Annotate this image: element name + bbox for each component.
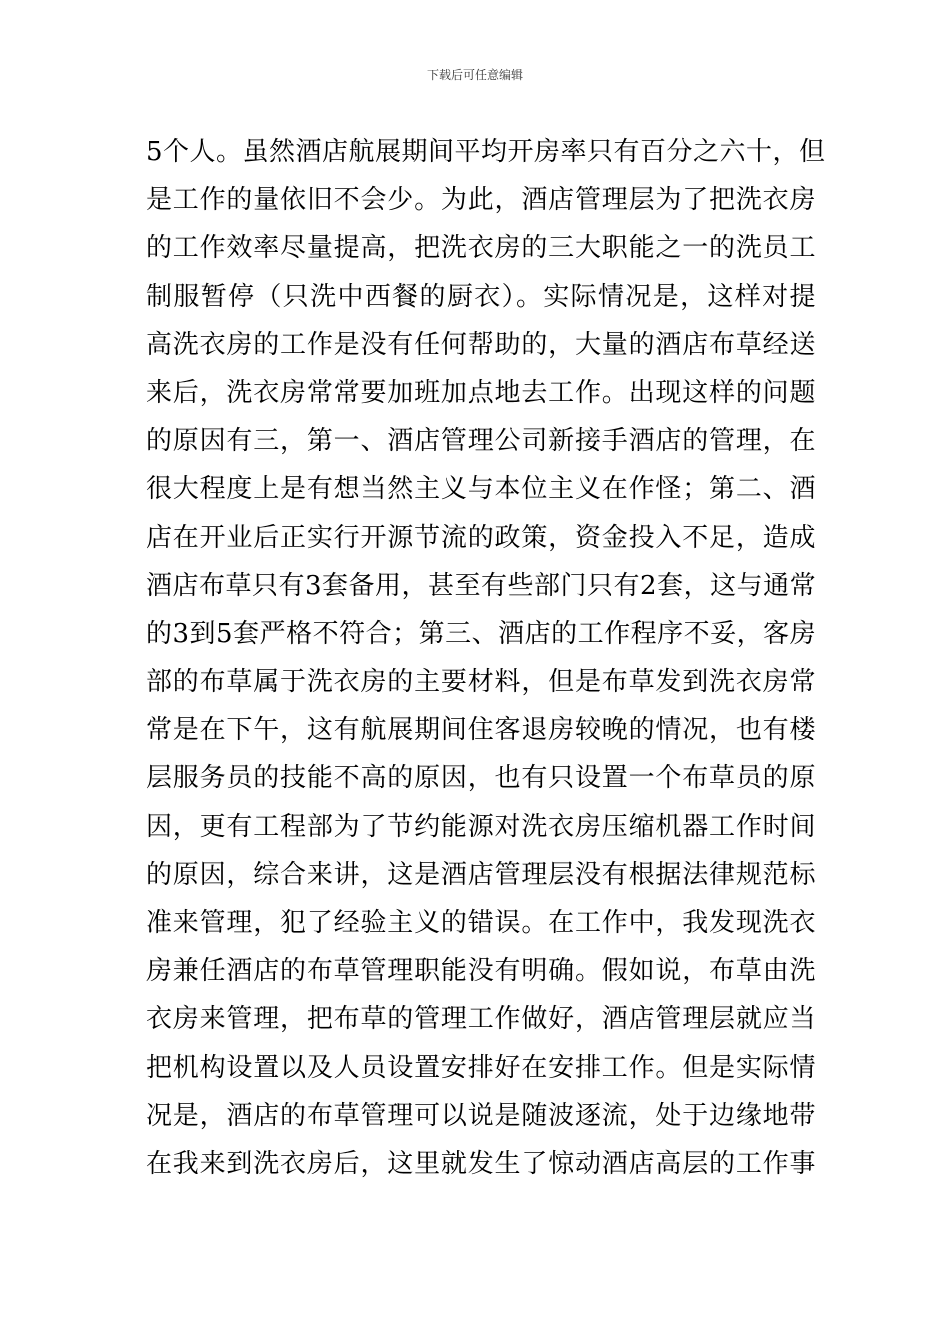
text-line-18: 房兼任酒店的布草管理职能没有明确。假如说，布草由洗: [146, 956, 816, 987]
text-line-15: 因，更有工程部为了节约能源对洗衣房压缩机器工作时间: [146, 811, 816, 842]
text-line-20: 把机构设置以及人员设置安排好在安排工作。但是实际情: [146, 1052, 816, 1083]
text-line-10: 酒店布草只有3套备用，甚至有些部门只有2套，这与通常: [146, 570, 817, 601]
text-line-1: 5个人。虽然酒店航展期间平均开房率只有百分之六十，但: [146, 137, 826, 167]
text-line-21: 况是，酒店的布草管理可以说是随波逐流，处于边缘地带: [146, 1100, 816, 1131]
text-line-14: 层服务员的技能不高的原因，也有只设置一个布草员的原: [146, 763, 816, 794]
text-line-7: 的原因有三，第一、酒店管理公司新接手酒店的管理，在: [146, 426, 816, 457]
text-line-6: 来后，洗衣房常常要加班加点地去工作。出现这样的问题: [146, 377, 816, 408]
text-line-19: 衣房来管理，把布草的管理工作做好，酒店管理层就应当: [146, 1004, 816, 1035]
text-line-8: 很大程度上是有想当然主义与本位主义在作怪；第二、酒: [146, 474, 816, 505]
text-line-9: 店在开业后正实行开源节流的政策，资金投入不足，造成: [146, 522, 816, 553]
text-line-16: 的原因，综合来讲，这是酒店管理层没有根据法律规范标: [146, 859, 816, 890]
text-line-17: 准来管理，犯了经验主义的错误。在工作中，我发现洗衣: [146, 908, 816, 938]
body-paragraph: [146, 128, 826, 1188]
text-line-2: 是工作的量依旧不会少。为此，酒店管理层为了把洗衣房: [146, 185, 816, 216]
text-line-5: 高洗衣房的工作是没有任何帮助的，大量的酒店布草经送: [146, 329, 816, 360]
text-line-4: 制服暂停（只洗中西餐的厨衣）。实际情况是，这样对提: [146, 281, 816, 312]
text-line-22: 在我来到洗衣房后，这里就发生了惊动酒店高层的工作事: [146, 1148, 816, 1179]
page-header: 下载后可任意编辑: [426, 68, 523, 82]
text-line-11: 的3到5套严格不符合；第三、酒店的工作程序不妥，客房: [146, 618, 817, 649]
text-line-13: 常是在下午，这有航展期间住客退房较晚的情况，也有楼: [146, 715, 816, 746]
text-line-3: 的工作效率尽量提高，把洗衣房的三大职能之一的洗员工: [146, 233, 816, 264]
text-line-12: 部的布草属于洗衣房的主要材料，但是布草发到洗衣房常: [146, 667, 816, 698]
